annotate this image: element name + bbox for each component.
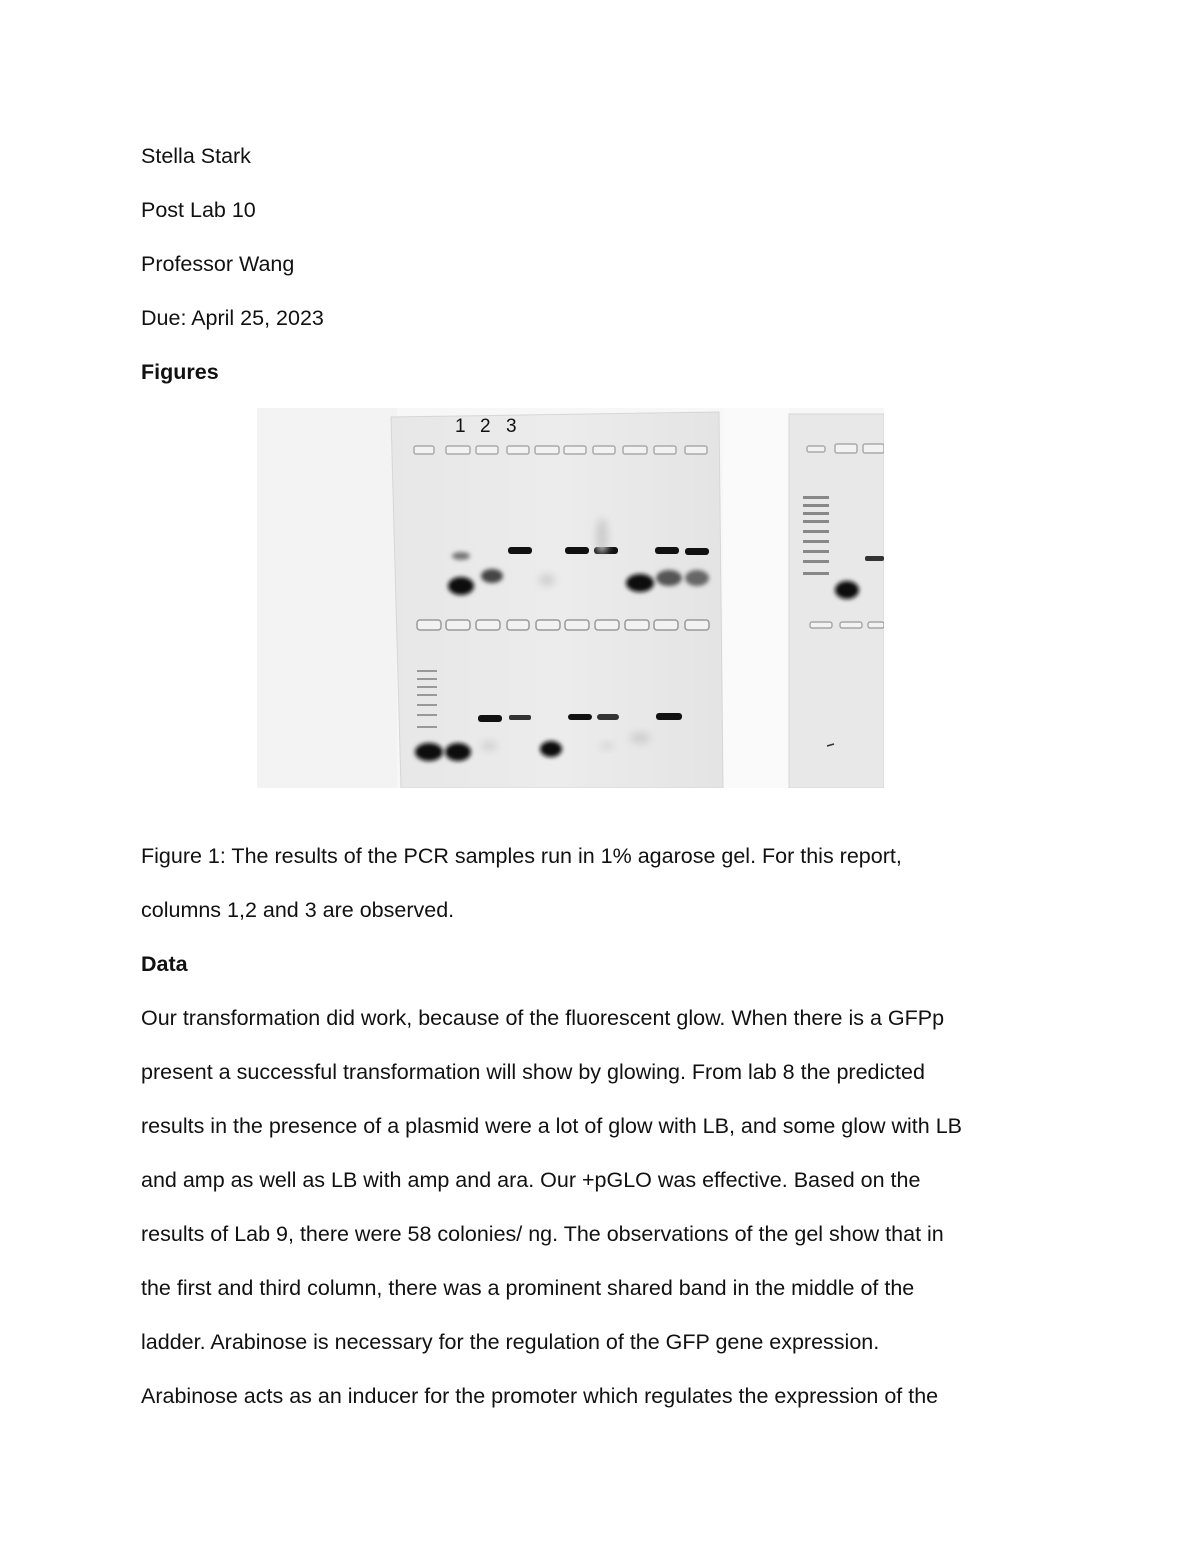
data-paragraph-line: present a successful transformation will show by glowing. From lab 8 the predicted bbox=[141, 1060, 925, 1084]
data-paragraph-line: results in the presence of a plasmid were a lot of glow with LB, and some glow with LB bbox=[141, 1114, 962, 1138]
data-paragraph-line: ladder. Arabinose is necessary for the regulation of the GFP gene expression. bbox=[141, 1330, 880, 1354]
due-date: Due: April 25, 2023 bbox=[141, 306, 324, 330]
lane-labels bbox=[455, 416, 517, 437]
lane-label-2: 2 bbox=[480, 416, 491, 437]
lane-label-1: 1 bbox=[455, 416, 466, 437]
secondary-gel bbox=[789, 414, 884, 788]
main-gel bbox=[391, 412, 723, 788]
gel-electrophoresis-image bbox=[257, 408, 884, 788]
data-paragraph-line: and amp as well as LB with amp and ara. Our +pGLO was effective. Based on the bbox=[141, 1168, 921, 1192]
data-paragraph-line: Our transformation did work, because of the fluorescent glow. When there is a GFPp bbox=[141, 1006, 945, 1030]
figure-caption-line-1: Figure 1: The results of the PCR samples run in 1% agarose gel. For this report, bbox=[141, 844, 902, 868]
figure-caption-line-2: columns 1,2 and 3 are observed. bbox=[141, 898, 455, 922]
assignment-title: Post Lab 10 bbox=[141, 198, 256, 222]
lane-label-3: 3 bbox=[506, 416, 517, 437]
data-paragraph-line: results of Lab 9, there were 58 colonies/ ng. The observations of the gel show that in bbox=[141, 1222, 944, 1246]
data-heading: Data bbox=[141, 952, 188, 976]
data-paragraph-line: Arabinose acts as an inducer for the promoter which regulates the expression of the bbox=[141, 1384, 939, 1408]
author-name: Stella Stark bbox=[141, 144, 251, 168]
data-paragraph-line: the first and third column, there was a prominent shared band in the middle of the bbox=[141, 1276, 915, 1300]
professor-name: Professor Wang bbox=[141, 252, 295, 276]
figures-heading: Figures bbox=[141, 360, 219, 384]
